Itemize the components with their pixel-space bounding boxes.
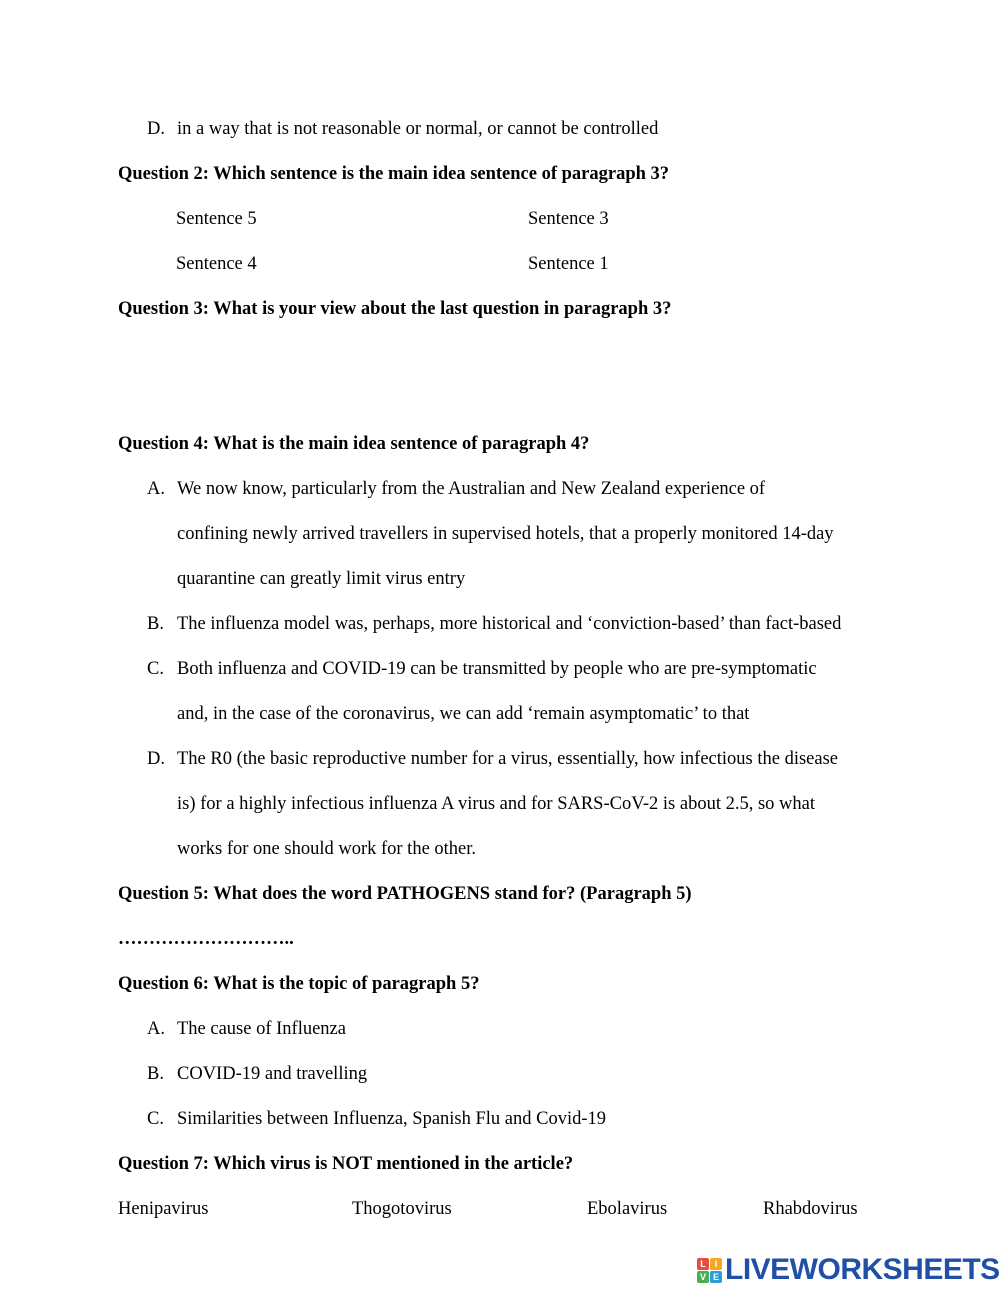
option-letter: C. (147, 659, 164, 679)
option-text: The cause of Influenza (177, 1019, 346, 1039)
q4-option-d-line-2: is) for a highly infectious influenza A virus and for SARS-CoV-2 is about 2.5, so what (177, 794, 816, 814)
option-text: in a way that is not reasonable or normal, or cannot be controlled (177, 119, 659, 139)
option-text: We now know, particularly from the Australian and New Zealand experience of (177, 479, 766, 499)
logo-mark-icon (697, 1258, 722, 1283)
q4-option-c[interactable] (147, 658, 817, 680)
q7-choice-henipavirus[interactable]: Henipavirus (118, 1199, 209, 1219)
q4-option-d[interactable] (147, 748, 838, 770)
logo-text: LIVEWORKSHEETS (725, 1253, 1000, 1286)
question-6-title: Question 6: What is the topic of paragraph 5? (118, 974, 480, 994)
q4-option-d-line-3: works for one should work for the other. (177, 839, 477, 859)
option-letter: D. (147, 749, 165, 769)
q5-answer-blank[interactable]: ……………………….. (118, 929, 294, 949)
q2-choice-sentence-4[interactable]: Sentence 4 (176, 254, 257, 274)
q4-option-a-line-3: quarantine can greatly limit virus entry (177, 569, 466, 589)
option-letter: A. (147, 479, 165, 499)
option-text: Similarities between Influenza, Spanish Flu and Covid-19 (177, 1109, 607, 1129)
q6-option-a[interactable] (147, 1018, 346, 1040)
question-2-title: Question 2: Which sentence is the main idea sentence of paragraph 3? (118, 164, 670, 184)
logo-mark-letter: V (697, 1271, 709, 1283)
option-letter: B. (147, 614, 164, 634)
q7-choice-rhabdovirus[interactable]: Rhabdovirus (763, 1199, 858, 1219)
option-text: The influenza model was, perhaps, more historical and ‘conviction-based’ than fact-based (177, 614, 842, 634)
q4-option-c-line-2: and, in the case of the coronavirus, we can add ‘remain asymptomatic’ to that (177, 704, 750, 724)
question-4-title: Question 4: What is the main idea sentence of paragraph 4? (118, 434, 590, 454)
question-5-title: Question 5: What does the word PATHOGENS stand for? (Paragraph 5) (118, 884, 692, 904)
q2-choice-sentence-3[interactable]: Sentence 3 (528, 209, 609, 229)
q4-option-a[interactable] (147, 478, 765, 500)
logo-mark-letter: E (710, 1271, 722, 1283)
liveworksheets-logo (697, 1254, 1000, 1286)
q4-option-a-line-2: confining newly arrived travellers in supervised hotels, that a properly monitored 14-day (177, 524, 834, 544)
q2-choice-sentence-1[interactable]: Sentence 1 (528, 254, 609, 274)
option-letter: A. (147, 1019, 165, 1039)
option-letter: C. (147, 1109, 164, 1129)
q7-choice-ebolavirus[interactable]: Ebolavirus (587, 1199, 668, 1219)
option-text: The R0 (the basic reproductive number for a virus, essentially, how infectious the disease (177, 749, 839, 769)
q2-choice-sentence-5[interactable]: Sentence 5 (176, 209, 257, 229)
q7-choice-thogotovirus[interactable]: Thogotovirus (352, 1199, 452, 1219)
option-text: COVID-19 and travelling (177, 1064, 368, 1084)
q4-option-b[interactable] (147, 613, 841, 635)
option-letter: B. (147, 1064, 164, 1084)
logo-mark-letter: L (697, 1258, 709, 1270)
question-3-title: Question 3: What is your view about the last question in paragraph 3? (118, 299, 672, 319)
q6-option-c[interactable] (147, 1108, 606, 1130)
logo-mark-letter: I (710, 1258, 722, 1270)
q6-option-b[interactable] (147, 1063, 367, 1085)
option-text: Both influenza and COVID-19 can be transmitted by people who are pre-symptomatic (177, 659, 817, 679)
option-letter: D. (147, 119, 165, 139)
q3-answer-area[interactable] (118, 330, 878, 420)
question-7-title: Question 7: Which virus is NOT mentioned in the article? (118, 1154, 574, 1174)
option-d-prev[interactable] (147, 118, 658, 140)
